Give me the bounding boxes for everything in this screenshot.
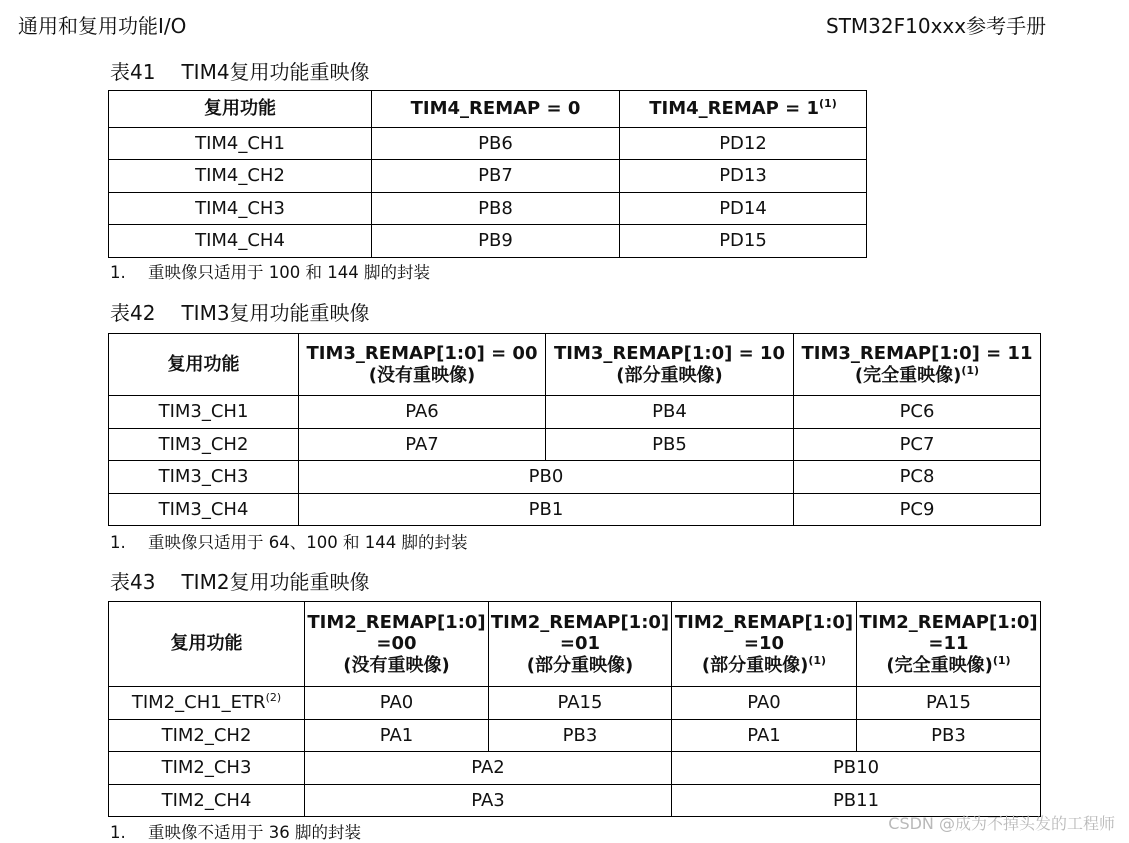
table-cell: PD12 [620,128,867,160]
header-line: TIM2_REMAP[1:0] [859,611,1038,633]
table-cell: PD13 [620,160,867,193]
table-41-header-remap1-label: TIM4_REMAP = 1 [649,98,820,120]
table-row [109,193,867,225]
table-42-header-remap00 [299,334,546,396]
table-cell: PA6 [299,396,546,429]
table-cell: TIM2_CH2 [109,720,305,752]
table-42-title: TIM3复用功能重映像 [181,301,370,325]
table-41-header-function: 复用功能 [109,91,372,128]
table-cell: PD15 [620,225,867,258]
table-43 [108,601,1041,817]
table-41-footnote [110,259,430,283]
table-cell-merged: PB0 [299,461,794,494]
footnote-index: 1. [110,533,126,552]
header-line: (部分重映像) [616,364,723,386]
header-line [794,365,1040,387]
footnote-text: 重映像只适用于 100 和 144 脚的封装 [148,263,430,282]
table-cell-merged: PA3 [305,785,672,817]
table-41-header-remap0: TIM4_REMAP = 0 [372,91,620,128]
table-cell-merged: PA2 [305,752,672,785]
footnote-ref: (1) [819,97,837,111]
table-cell-merged: PB10 [672,752,1041,785]
table-cell: PB8 [372,193,620,225]
table-43-header-function: 复用功能 [109,602,305,687]
header-line-text: (完全重映像) [886,654,993,676]
table-cell: PC7 [794,429,1041,461]
table-43-header-remap01 [489,602,672,687]
table-41 [108,90,867,258]
table-row [109,461,1041,494]
table-cell-text: TIM2_CH1_ETR [131,692,266,714]
footnote-index: 1. [110,263,126,282]
table-cell: PC6 [794,396,1041,429]
table-row [109,687,1041,720]
table-43-footnote [110,819,361,843]
table-cell: TIM2_CH3 [109,752,305,785]
table-41-number: 表41 [110,60,156,84]
header-line: (没有重映像) [343,654,450,676]
table-42-caption [110,297,370,326]
header-line: =01 [559,633,601,655]
footnote-text: 重映像只适用于 64、100 和 144 脚的封装 [148,533,468,552]
table-cell: TIM3_CH3 [109,461,299,494]
table-cell: PA15 [489,687,672,720]
table-cell: TIM3_CH4 [109,494,299,526]
header-line: =00 [376,633,417,655]
footnote-index: 1. [110,823,126,842]
header-line [672,655,856,677]
header-line: (没有重映像) [368,364,476,386]
table-42-header-remap11 [794,334,1041,396]
table-cell-merged: PB1 [299,494,794,526]
table-43-header-remap10 [672,602,857,687]
table-43-caption [110,566,370,595]
table-cell: TIM4_CH3 [109,193,372,225]
table-cell: TIM2_CH4 [109,785,305,817]
footnote-ref: (1) [961,363,980,377]
table-cell: PB3 [489,720,672,752]
table-43-number: 表43 [110,570,156,594]
table-cell: PB5 [546,429,794,461]
header-line: (部分重映像) [526,654,634,676]
table-row [109,720,1041,752]
table-row [109,128,867,160]
page-header-manual: STM32F10xxx参考手册 [826,14,1047,38]
table-row [109,494,1041,526]
footnote-ref: (2) [265,691,282,705]
table-cell: PD14 [620,193,867,225]
table-cell: PA0 [672,687,857,720]
table-row [109,160,867,193]
table-cell: PA15 [857,687,1041,720]
table-cell: PB9 [372,225,620,258]
header-line: =11 [928,633,969,655]
table-42 [108,333,1041,526]
header-line: TIM3_REMAP[1:0] = 11 [801,342,1033,364]
table-cell: TIM3_CH1 [109,396,299,429]
table-cell: TIM4_CH2 [109,160,372,193]
table-cell: PB6 [372,128,620,160]
table-cell: PC8 [794,461,1041,494]
table-cell [109,687,305,720]
table-cell: PA7 [299,429,546,461]
header-line-text: (部分重映像) [701,654,809,676]
table-cell: PC9 [794,494,1041,526]
table-43-header-remap11 [857,602,1041,687]
table-42-header-remap10 [546,334,794,396]
table-cell: PB7 [372,160,620,193]
footnote-ref: (1) [808,653,827,667]
table-row [109,429,1041,461]
header-line: TIM2_REMAP[1:0] [307,611,486,633]
table-cell-merged: PB11 [672,785,1041,817]
table-cell: PB4 [546,396,794,429]
footnote-text: 重映像不适用于 36 脚的封装 [148,823,361,842]
table-cell: TIM4_CH4 [109,225,372,258]
table-41-caption [110,56,370,85]
page-header-section: 通用和复用功能I/O [18,14,187,38]
table-row [109,752,1041,785]
table-43-title: TIM2复用功能重映像 [181,570,370,594]
table-41-title: TIM4复用功能重映像 [181,60,370,84]
table-row [109,225,867,258]
table-41-header-remap1 [620,91,867,128]
table-42-number: 表42 [110,301,156,325]
table-42-footnote [110,529,467,553]
header-line: TIM3_REMAP[1:0] = 00 [306,342,538,364]
table-42-header-function: 复用功能 [109,334,299,396]
table-cell: TIM3_CH2 [109,429,299,461]
table-cell: PB3 [857,720,1041,752]
header-line-text: (完全重映像) [854,364,962,386]
table-cell: TIM4_CH1 [109,128,372,160]
header-line: TIM3_REMAP[1:0] = 10 [554,342,785,364]
footnote-ref: (1) [992,653,1011,667]
watermark: CSDN @成为不掉头发的工程师 [888,814,1115,833]
table-row [109,396,1041,429]
table-cell: PA1 [305,720,489,752]
header-line: TIM2_REMAP[1:0] [490,611,670,633]
table-43-header-remap00 [305,602,489,687]
header-line: =10 [743,633,785,655]
table-cell: PA1 [672,720,857,752]
table-cell: PA0 [305,687,489,720]
header-line: TIM2_REMAP[1:0] [674,611,854,633]
header-line [857,655,1040,677]
